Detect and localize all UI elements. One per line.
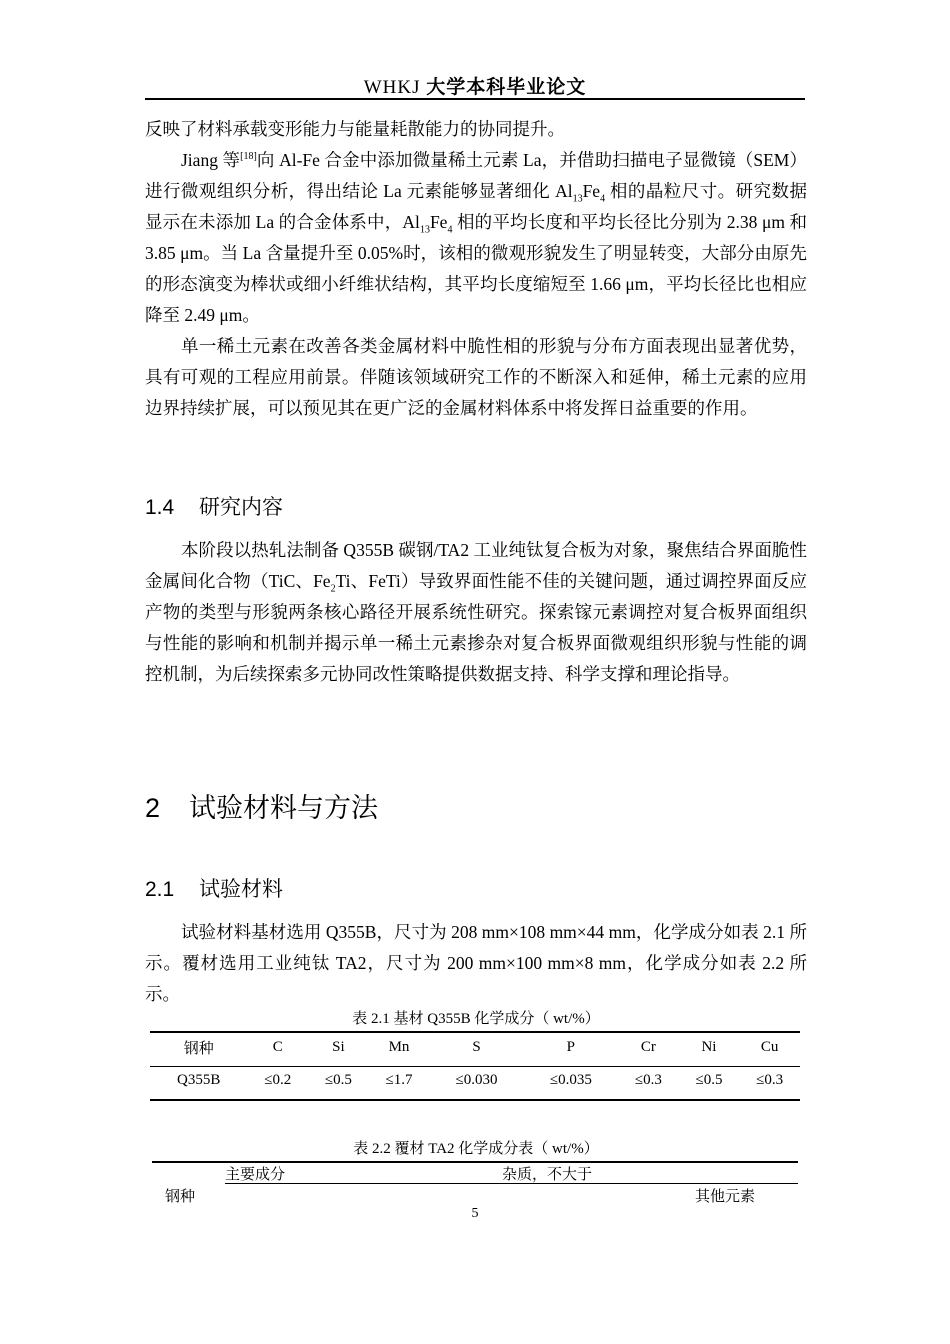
section-title: 研究内容 [199,495,283,519]
table-cell: ≤0.2 [264,1072,292,1088]
p2-text-d: 相的晶粒尺寸。研究数据显示在未添加 La 的合金体系中，Al [145,181,807,232]
table-cell: ≤0.035 [549,1072,592,1088]
section-heading-1-4 [145,491,283,521]
table-cell: ≤0.030 [455,1072,498,1088]
table-header-cell: Mn [388,1039,410,1055]
table-cell: ≤1.7 [385,1072,413,1088]
table-cell: ≤0.3 [634,1072,662,1088]
table-2-steel-type: 钢种 [165,1189,196,1205]
header-title: 大学本科毕业论文 [426,76,587,98]
section-title: 试验材料 [199,877,283,901]
p2-text-f: 相的平均长度和平均长径比分别为 2.38 μm 和 3.85 μm。当 La 含量提升至 0.05%时，该相的微观形貌发生了明显转变，大部分由原先的形态演变为棒状或细小纤维状结构，其平均长度缩短至 1.66 μm，平均长径比也相应降至 2.49 μm。 [145,212,807,325]
table-2-other-elements: 其他元素 [695,1189,756,1205]
table-2-impurities: 杂质，不大于 [502,1167,593,1183]
p4-text-b: Ti、FeTi）导致界面性能不佳的关键问题，通过调控界面反应产物的类型与形貌两条核心路径开展系统性研究。探索镓元素调控对复合板界面组织与性能的影响和机制并揭示单一稀土元素掺杂对复合板界面微观组织形貌与性能的调控机制，为后续探索多元协同改性策略提供数据支持、科学支撑和理论指导。 [145,571,808,684]
header-rule [145,98,805,100]
table-1-bottom-rule [150,1099,800,1101]
table-row [150,1064,800,1097]
chapter-heading-2 [145,786,378,825]
p2-sub-1: 13 [572,193,583,205]
chapter-number: 2 [145,793,161,823]
paragraph-5: 试验材料基材选用 Q355B，尺寸为 208 mm×108 mm×44 mm，化学成分如表 2.1 所示。覆材选用工业纯钛 TA2，尺寸为 200 mm×100 mm×8 mm，化学成分如表 2.2 所示。 [145,922,807,1004]
section-heading-2-1 [145,873,283,903]
chapter-title: 试验材料与方法 [189,793,378,824]
table-1-mid-rule [150,1066,800,1067]
table-cell: ≤0.5 [324,1072,352,1088]
table-1 [150,1031,800,1097]
table-header-cell: Cu [760,1039,779,1055]
section-number: 1.4 [145,496,175,519]
paragraph-1: 反映了材料承载变形能力与能量耗散能力的协同提升。 [145,119,565,139]
citation-ref: [18] [240,151,257,163]
table-1-caption: 表 2.1 基材 Q355B 化学成分（ wt/%） [352,1011,600,1027]
paragraph-4 [145,535,807,690]
table-2-caption: 表 2.2 覆材 TA2 化学成分表（ wt/%） [353,1141,599,1157]
table-cell: Q355B [177,1072,221,1088]
table-header-cell: P [566,1039,576,1055]
table-cell: ≤0.3 [756,1072,784,1088]
p2-text-c: Fe [582,181,601,201]
p2-sub-3: 13 [419,224,430,236]
table-header-cell: Si [332,1039,345,1055]
paragraph-3: 单一稀土元素在改善各类金属材料中脆性相的形貌与分布方面表现出显著优势，具有可观的工程应用前景。伴随该领域研究工作的不断深入和延伸，稀土元素的应用边界持续扩展，可以预见其在更广泛的金属材料体系中将发挥日益重要的作用。 [145,336,807,418]
p4-sub: 2 [330,583,336,595]
paragraph-2 [145,145,807,331]
table-header-cell: Cr [640,1039,656,1055]
table-2-main-components: 主要成分 [225,1167,286,1183]
table-header-cell: S [472,1039,481,1055]
section-number: 2.1 [145,878,175,901]
table-header-cell: 钢种 [183,1041,214,1057]
header-latin: WHKJ [363,77,421,98]
p2-sub-2: 4 [600,193,606,205]
p2-text-e: Fe [429,212,448,232]
table-header-row [150,1031,800,1064]
p2-sub-4: 4 [447,224,453,236]
table-2-sub-rule [225,1183,798,1184]
page-number: 5 [471,1206,479,1221]
p2-text-a: Jiang 等 [181,150,241,170]
table-cell: ≤0.5 [695,1072,723,1088]
p2-text-b: 向 Al-Fe 合金中添加微量稀土元素 La，并借助扫描电子显微镜（SEM）进行微观组织分析，得出结论 La 元素能够显著细化 Al [145,150,807,201]
running-header [0,72,950,99]
p4-text-a: 本阶段以热轧法制备 Q355B 碳钢/TA2 工业纯钛复合板为对象，聚焦结合界面脆性金属间化合物（TiC、Fe [145,540,807,591]
table-header-cell: C [272,1039,283,1055]
table-header-cell: Ni [701,1039,717,1055]
